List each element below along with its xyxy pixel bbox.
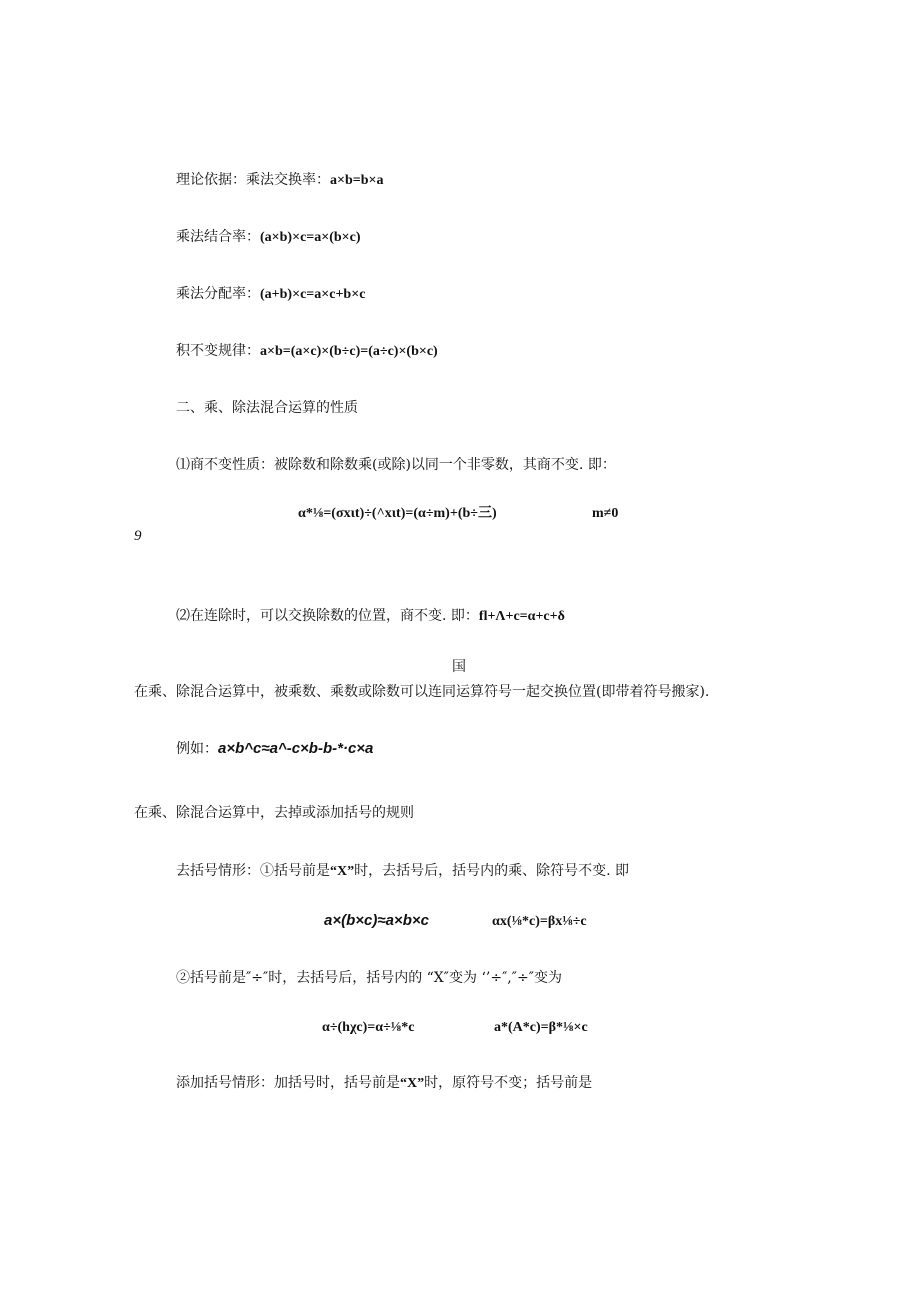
- rule1-multiply-sign: “X”: [330, 864, 355, 879]
- commutative-law-formula: a×b=b×a: [330, 173, 384, 188]
- add-rule-multiply-sign: “X”: [400, 1076, 425, 1091]
- product-invariance-label: 积不变规律：: [176, 343, 260, 359]
- section2-heading: 二、乘、除法混合运算的性质: [176, 400, 358, 416]
- rule1-text-end: 时，去括号后，括号内的乘、除符号不变. 即: [354, 863, 630, 879]
- remove-parentheses-rule1: [176, 861, 629, 882]
- parentheses-rule-heading: 在乘、除混合运算中，去掉或添加括号的规则: [134, 805, 414, 821]
- stray-mark-9: 9: [134, 528, 142, 544]
- example-line: [176, 739, 373, 759]
- quotient-invariance-text: ⑴商不变性质：被除数和除数乘(或除)以同一个非零数，其商不变. 即：: [176, 457, 616, 473]
- add-rule-text-start: 添加括号情形：加括号时，括号前是: [176, 1075, 400, 1091]
- swap-position-text: 在乘、除混合运算中，被乘数、乘数或除数可以连同运算符号一起交换位置(即带着符号搬家).: [134, 684, 710, 700]
- distributive-law-label: 乘法分配率：: [176, 286, 260, 302]
- consecutive-division-text: ⑵在连除时，可以交换除数的位置，商不变. 即：: [176, 608, 479, 624]
- distributive-law-formula: (a+b)×c=a×c+b×c: [260, 287, 366, 302]
- rule1-text-start: 去括号情形：①括号前是: [176, 863, 330, 879]
- example-formula: a×b^c≈a^-c×b-b-*·c×a: [218, 740, 374, 757]
- commutative-law-line: [176, 170, 384, 191]
- rule2-formula-a: α÷(hχc)=α÷⅛*c: [322, 1020, 415, 1035]
- add-rule-text-end: 时，原符号不变；括号前是: [424, 1075, 593, 1091]
- example-label: 例如：: [176, 741, 218, 757]
- product-invariance-line: [176, 341, 438, 362]
- quotient-invariance-formula: α*⅛=(σxιt)÷(^xιt)=(α÷m)+(b÷三): [298, 506, 497, 521]
- rule1-formula-a: a×(b×c)≈a×b×c: [324, 912, 429, 929]
- rule2-formula-b: a*(A*c)=β*⅛×c: [494, 1020, 588, 1035]
- product-invariance-formula: a×b=(a×c)×(b÷c)=(a÷c)×(b×c): [260, 344, 438, 359]
- stray-mark-guo: 国: [452, 659, 466, 675]
- associative-law-line: [176, 227, 361, 248]
- associative-law-formula: (a×b)×c=a×(b×c): [260, 230, 361, 245]
- associative-law-label: 乘法结合率：: [176, 229, 260, 245]
- distributive-law-line: [176, 284, 365, 305]
- commutative-law-label: 理论依据：乘法交换率：: [176, 172, 330, 188]
- add-parentheses-rule: [176, 1073, 592, 1094]
- consecutive-division-line: [176, 606, 565, 627]
- rule1-formula-b: αx(⅛*c)=βx⅛÷c: [492, 914, 587, 929]
- nonzero-condition: m≠0: [592, 506, 619, 521]
- remove-parentheses-rule2: ②括号前是″÷″时，去括号后，括号内的 “X″变为 ‘’÷″,″÷″变为: [176, 970, 562, 986]
- consecutive-division-formula: fl+Λ+c=α+c+δ: [478, 609, 565, 624]
